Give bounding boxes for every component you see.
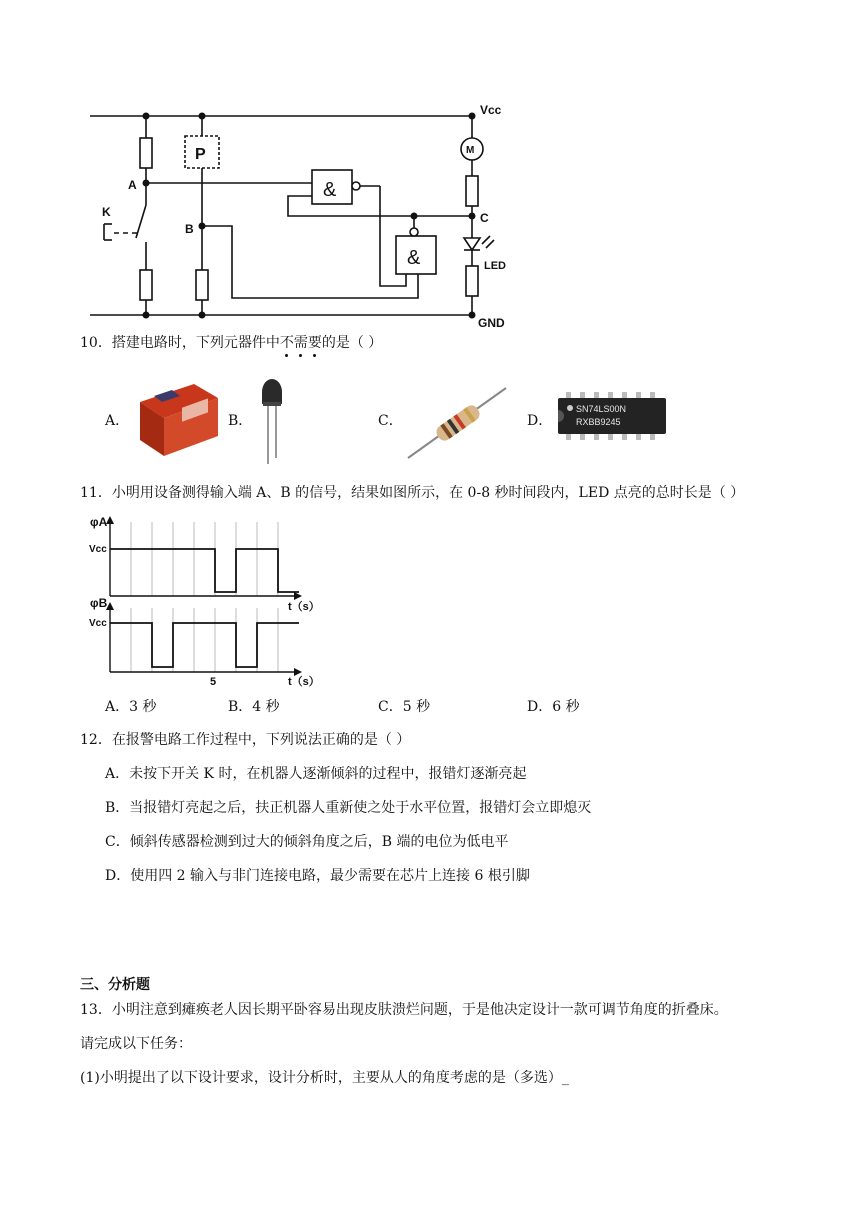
led-diode [464, 238, 480, 250]
relay-image [132, 372, 222, 460]
waveform-chart [80, 508, 340, 688]
section-3-title: 三、分析题 [80, 977, 150, 993]
chart-a-xlabel: t（s） [288, 601, 320, 613]
q12-option-c[interactable]: C．倾斜传感器检测到过大的倾斜角度之后，B 端的电位为低电平 [105, 834, 509, 850]
q12-stem: 12．在报警电路工作过程中，下列说法正确的是（ ） [80, 732, 411, 748]
q10-option-b[interactable]: B． [228, 413, 253, 429]
resistor-r3 [196, 270, 208, 300]
q11-option-c[interactable]: C．5 秒 [378, 699, 431, 715]
gate1-symbol: & [323, 179, 337, 201]
q11-option-a[interactable]: A．3 秒 [105, 699, 157, 715]
motor-m-label: M [466, 145, 475, 156]
q10-option-a[interactable]: A． [105, 413, 130, 429]
q10-option-c[interactable]: C． [378, 413, 403, 429]
circuit-diagram [80, 100, 520, 332]
node-b-label: B [185, 222, 194, 236]
q10-emph-1: 不 [280, 335, 294, 351]
ic-chip-image [556, 392, 668, 442]
q10-stem-after: 的是（ ） [321, 335, 383, 351]
q10-option-d[interactable]: D． [527, 413, 553, 429]
chart-b-signal-line [110, 623, 299, 667]
switch-k-label: K [102, 205, 111, 219]
resistor-r4 [466, 176, 478, 206]
vcc-label: Vcc [480, 103, 502, 117]
q10-stem-before: 10．搭建电路时，下列元器件中 [80, 335, 280, 351]
resistor-r1 [140, 138, 152, 168]
q12-option-d[interactable]: D．使用四 2 输入与非门连接电路，最少需要在芯片上连接 6 根引脚 [105, 868, 530, 884]
sensor-p-label: P [195, 146, 206, 163]
resistor-r2 [140, 270, 152, 300]
chip-text-line-2: RXBB9245 [576, 417, 621, 427]
q10-emph-2: 需 [294, 335, 308, 351]
node-c-label: C [480, 211, 489, 225]
q12-option-b[interactable]: B．当报错灯亮起之后，扶正机器人重新使之处于水平位置，报错灯会立即熄灭 [105, 800, 592, 816]
chart-a-ylabel: φA [90, 515, 108, 529]
resistor-image [406, 382, 510, 462]
chart-b-xlabel: t（s） [288, 676, 320, 688]
q13-sub-1: (1)小明提出了以下设计要求，设计分析时，主要从人的角度考虑的是（多选）_ [80, 1070, 569, 1086]
gate2-symbol: & [407, 247, 421, 269]
node-a-label: A [128, 178, 137, 192]
q11-option-b[interactable]: B．4 秒 [228, 699, 280, 715]
chart-a-signal-line [110, 549, 299, 592]
chart-b-ylabel: φB [90, 596, 108, 610]
q10-stem [80, 333, 382, 353]
q11-stem: 11．小明用设备测得输入端 A、B 的信号，结果如图所示，在 0-8 秒时间段内，LED 点亮的总时长是（ ） [80, 485, 745, 501]
chart-a-ytick-vcc: Vcc [89, 544, 107, 555]
q11-option-d[interactable]: D．6 秒 [527, 699, 580, 715]
gnd-label: GND [478, 316, 505, 330]
led-label: LED [484, 260, 506, 272]
q12-option-a[interactable]: A．未按下开关 K 时，在机器人逐渐倾斜的过程中，报错灯逐渐亮起 [105, 766, 527, 782]
resistor-r5 [466, 266, 478, 296]
switch-k [136, 205, 146, 238]
q13-line-2: 请完成以下任务： [80, 1036, 192, 1052]
chart-b-ytick-vcc: Vcc [89, 618, 107, 629]
q13-line-1: 13．小明注意到瘫痪老人因长期平卧容易出现皮肤溃烂问题，于是他决定设计一款可调节角度的折叠床。 [80, 1002, 728, 1018]
q10-emph-3: 要 [308, 335, 322, 351]
chip-text-line-1: SN74LS00N [576, 404, 627, 414]
phototransistor-image [258, 374, 288, 468]
chart-b-xtick-5: 5 [210, 676, 217, 688]
